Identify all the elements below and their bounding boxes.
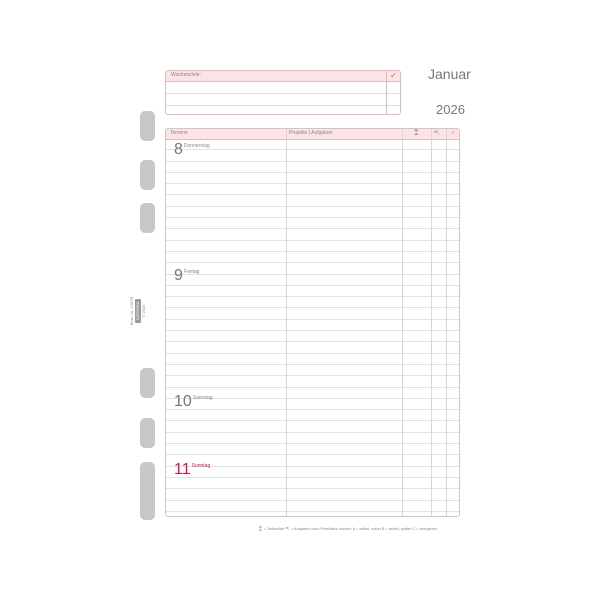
planner-line[interactable] [166,286,459,297]
day-entry-sunday [174,461,210,479]
check-icon: ✓ [451,130,456,136]
grid-rows[interactable] [166,139,459,516]
planner-line[interactable] [166,297,459,308]
col-projects: Projekte | Aufgaben [289,130,333,136]
planner-line[interactable] [166,444,459,455]
binder-hole [140,368,155,398]
planner-line[interactable] [166,218,459,229]
weekly-goals-header [166,71,400,82]
planner-line[interactable] [166,331,459,342]
goals-check-icon: ✓ [390,71,397,80]
binder-hole [140,203,155,233]
col-divider [446,129,447,516]
day-number: 9 [174,267,183,284]
side-imprint [129,271,155,351]
planner-line[interactable] [166,308,459,319]
planner-line[interactable] [166,410,459,421]
planner-line[interactable] [166,184,459,195]
weekly-goals-box [165,70,401,115]
planner-line[interactable] [166,162,459,173]
legend-footnote: ⌛ = Zeitbedarf ᴬᴮ꜀ = Aufgaben nach Prioritäten ordnen: A = selbst, sofort B = selbst, später C = delegieren [258,527,438,531]
planner-line[interactable] [166,489,459,500]
binder-hole [140,462,155,520]
day-name: Freitag [183,269,200,275]
goal-line[interactable] [166,94,400,106]
month-title: Januar [428,66,471,82]
planner-line[interactable] [166,354,459,365]
planner-line[interactable] [166,241,459,252]
day-entry [174,393,213,411]
binder-hole [140,111,155,141]
col-appointments: Termine [170,130,188,136]
binder-hole [140,160,155,190]
planner-line[interactable] [166,433,459,444]
col-divider [402,129,403,516]
goal-line[interactable] [166,82,400,94]
goal-line[interactable] [166,106,400,115]
weekly-goals-label: Wochenziele: [171,72,201,78]
col-divider [286,129,287,516]
day-entry [174,141,210,159]
planner-line[interactable] [166,173,459,184]
planner-line[interactable] [166,421,459,432]
planner-line[interactable] [166,320,459,331]
planner-line[interactable] [166,275,459,286]
day-name: Samstag [192,395,213,401]
day-number: 8 [174,141,183,158]
planner-line[interactable] [166,207,459,218]
copyright: © 2025 [141,304,146,318]
planner-line[interactable] [166,263,459,274]
col-divider [431,129,432,516]
day-planner-grid [165,128,460,517]
planner-line[interactable] [166,252,459,263]
planner-line[interactable] [166,342,459,353]
year-title: 2026 [436,102,465,117]
day-number: 11 [174,461,191,478]
brand-badge: DATERED [135,299,141,324]
binder-hole [140,418,155,448]
planner-line[interactable] [166,501,459,512]
hourglass-icon: ⌛ [413,130,420,136]
order-number: Best.-Nr. 1357R [129,296,134,326]
day-number: 10 [174,393,192,410]
planner-line[interactable] [166,376,459,387]
priority-icon: ᴬᴮ꜀ [434,130,440,135]
day-name: Sonntag [191,463,211,469]
planner-line[interactable] [166,195,459,206]
planner-line[interactable] [166,478,459,489]
planner-line[interactable] [166,150,459,161]
planner-line[interactable] [166,229,459,240]
goals-check-column [386,71,387,114]
day-name: Donnerstag [183,143,210,149]
day-entry [174,267,199,285]
planner-line[interactable] [166,365,459,376]
